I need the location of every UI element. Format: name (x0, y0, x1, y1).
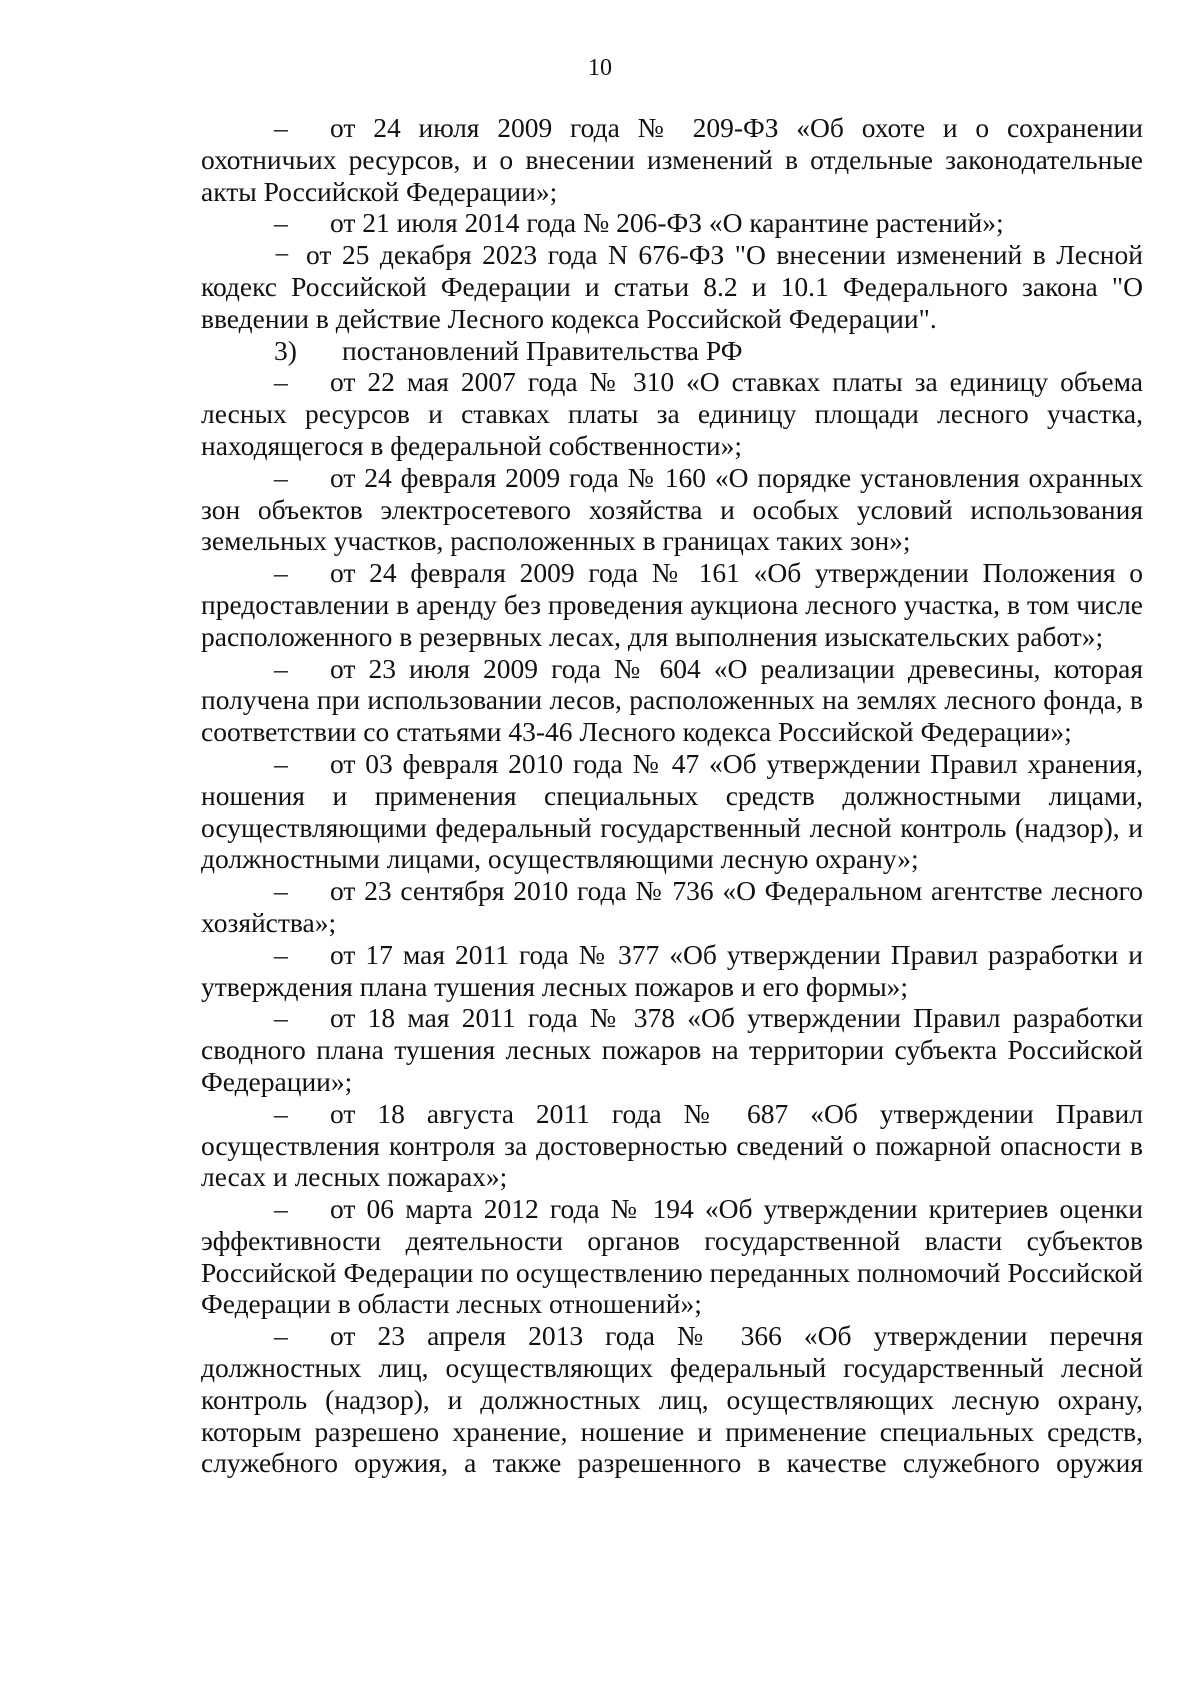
list-marker: – (274, 112, 288, 143)
list-item-text: от 24 февраля 2009 года № 160 «О порядке установления охранных зон объектов электросетевого хозяйства и особых условий использования земельных участков, расположенных в границах таких зон»; (201, 461, 1143, 557)
document-body (201, 112, 1143, 1479)
list-item (201, 1002, 1143, 1097)
list-marker: – (274, 938, 288, 970)
list-item (201, 748, 1143, 875)
list-item (201, 653, 1143, 748)
list-item (201, 112, 1143, 207)
list-item-text: от 24 февраля 2009 года № 161 «Об утверждении Положения о предоставлении в аренду без проведения аукциона лесного участка, в том числе расположенного в резервных лесах, для выполнения изыскательских работ»; (201, 557, 1143, 652)
list-marker: – (274, 557, 288, 589)
list-marker: – (274, 1097, 288, 1129)
list-item-text: от 24 июля 2009 года № 209-ФЗ «Об охоте и о сохранении охотничьих ресурсов, и о внесении изменений в отдельные законодательные акты Российской Федерации»; (201, 112, 1143, 207)
list-item-text: от 22 мая 2007 года № 310 «О ставках платы за единицу объема лесных ресурсов и ставках платы за единицу площади лесного участка, находящегося в федеральной собственности»; (201, 366, 1143, 461)
list-item (201, 207, 1143, 239)
list-marker: – (274, 1002, 288, 1034)
list-item (201, 366, 1143, 461)
list-item (201, 875, 1143, 939)
section-number: 3) (274, 334, 297, 366)
page-number: 10 (588, 55, 612, 81)
list-item-text: от 21 июля 2014 года № 206-ФЗ «О карантине растений»; (330, 207, 1004, 239)
list-item (201, 557, 1143, 652)
list-item (201, 462, 1143, 557)
list-marker: – (274, 1193, 288, 1225)
list-item-text: от 18 августа 2011 года № 687 «Об утверждении Правил осуществления контроля за достоверностью сведений о пожарной опасности в лесах и лесных пожарах»; (201, 1097, 1143, 1193)
list-item-text: от 23 сентября 2010 года № 736 «О Федеральном агентстве лесного хозяйства»; (201, 875, 1143, 938)
list-item (201, 1320, 1143, 1479)
list-item (201, 939, 1143, 1003)
section-heading-text: постановлений Правительства РФ (342, 334, 743, 366)
list-marker: − (274, 239, 290, 271)
list-item (201, 239, 1143, 334)
list-marker: – (274, 1320, 288, 1352)
list-marker: – (274, 461, 288, 493)
list-item-text: от 23 июля 2009 года № 604 «О реализации древесины, которая получена при использовании лесов, расположенных на землях лесного фонда, в соответствии со статьями 43-46 Лесного кодекса Российской Федерации»; (201, 652, 1143, 748)
list-item-text: от 25 декабря 2023 года N 676-ФЗ "О внесении изменений в Лесной кодекс Российской Федерации и статьи 8.2 и 10.1 Федерального закона "О введении в действие Лесного кодекса Российской Федерации". (201, 239, 1143, 334)
list-item (201, 1098, 1143, 1193)
list-item-text: от 06 марта 2012 года № 194 «Об утверждении критериев оценки эффективности деятельности органов государственной власти субъектов Российской Федерации по осуществлению переданных полномочий Российской Федерации в области лесных отношений»; (201, 1193, 1143, 1320)
list-marker: – (274, 207, 288, 239)
list-item-text: от 03 февраля 2010 года № 47 «Об утверждении Правил хранения, ношения и применения специальных средств должностными лицами, осуществляющими федеральный государственный лесной контроль (надзор), и должностными лицами, осуществляющими лесную охрану»; (201, 747, 1143, 875)
list-marker: – (274, 875, 288, 907)
list-marker: – (274, 652, 288, 684)
section-heading (201, 335, 1143, 367)
list-marker: – (274, 747, 288, 779)
list-item (201, 1193, 1143, 1320)
list-item-text: от 23 апреля 2013 года № 366 «Об утверждении перечня должностных лиц, осуществляющих федеральный государственный лесной контроль (надзор), и должностных лиц, осуществляющих лесную охрану, которым разрешено хранение, ношение и применение специальных средств, служебного оружия, а также разрешенного в качестве служебного оружия (201, 1320, 1143, 1479)
list-marker: – (274, 366, 288, 398)
list-item-text: от 17 мая 2011 года № 377 «Об утверждении Правил разработки и утверждения плана тушения лесных пожаров и его формы»; (201, 938, 1143, 1002)
list-item-text: от 18 мая 2011 года № 378 «Об утверждении Правил разработки сводного плана тушения лесных пожаров на территории субъекта Российской Федерации»; (201, 1002, 1143, 1097)
